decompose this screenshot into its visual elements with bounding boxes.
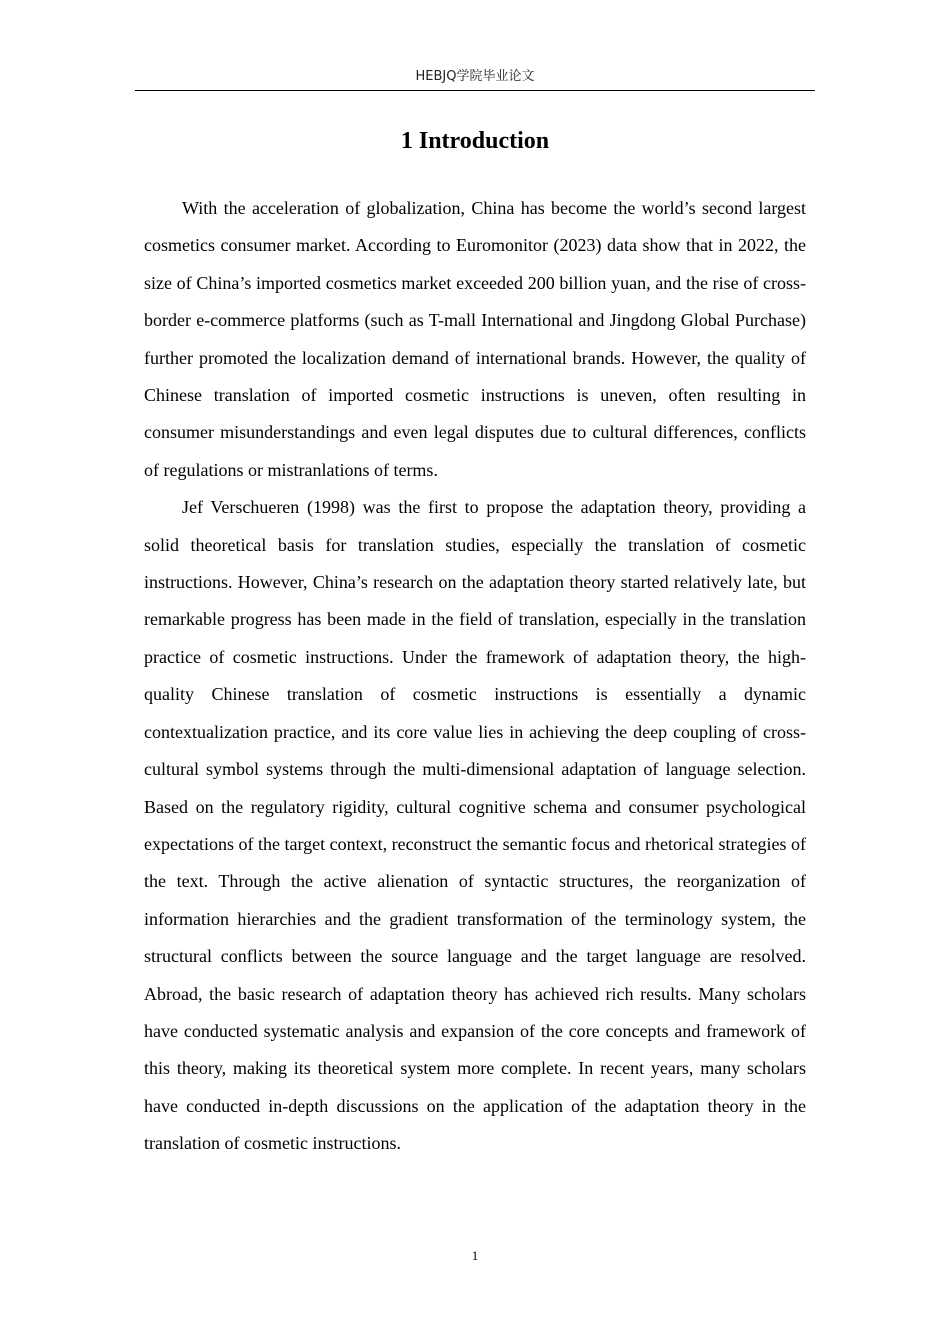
body-text [144,190,806,1163]
page-header [135,66,815,91]
chapter-title: 1 Introduction [400,128,550,154]
paragraph: With the acceleration of globalization, China has become the world’s second largest cosmetics consumer market. According to Euromonitor (2023) data show that in 2022, the size of China’s imported cosmetics market exceeded 200 billion yuan, and the rise of cross-border e-commerce platforms (such as T-mall International and Jingdong Global Purchase) further promoted the localization demand of international brands. However, the quality of Chinese translation of imported cosmetic instructions is uneven, often resulting in consumer misunderstandings and even legal disputes due to cultural differences, conflicts of regulations or mistranlations of terms. [144,198,806,480]
running-title: HEBJQ学院毕业论文 [415,69,535,84]
page-number: 1 [471,1248,479,1263]
paragraph: Jef Verschueren (1998) was the first to propose the adaptation theory, providing a solid theoretical basis for translation studies, especially the translation of cosmetic instructions. However, China’s research on the adaptation theory started relatively late, but remarkable progress has been made in the field of translation, especially in the translation practice of cosmetic instructions. Under the framework of adaptation theory, the high-quality Chinese translation of cosmetic instructions is essentially a dynamic contextualization practice, and its core value lies in achieving the deep coupling of cross-cultural symbol systems through the multi-dimensional adaptation of language selection. Based on the regulatory rigidity, cultural cognitive schema and consumer psychological expectations of the target context, reconstruct the semantic focus and rhetorical strategies of the text. Through the active alienation of syntactic structures, the reorganization of information hierarchies and the gradient transformation of the terminology system, the structural conflicts between the source language and the target language are resolved. Abroad, the basic research of adaptation theory has achieved rich results. Many scholars have conducted systematic analysis and expansion of the core concepts and framework of this theory, making its theoretical system more complete. In recent years, many scholars have conducted in-depth discussions on the application of the adaptation theory in the translation of cosmetic instructions. [144,497,806,1154]
